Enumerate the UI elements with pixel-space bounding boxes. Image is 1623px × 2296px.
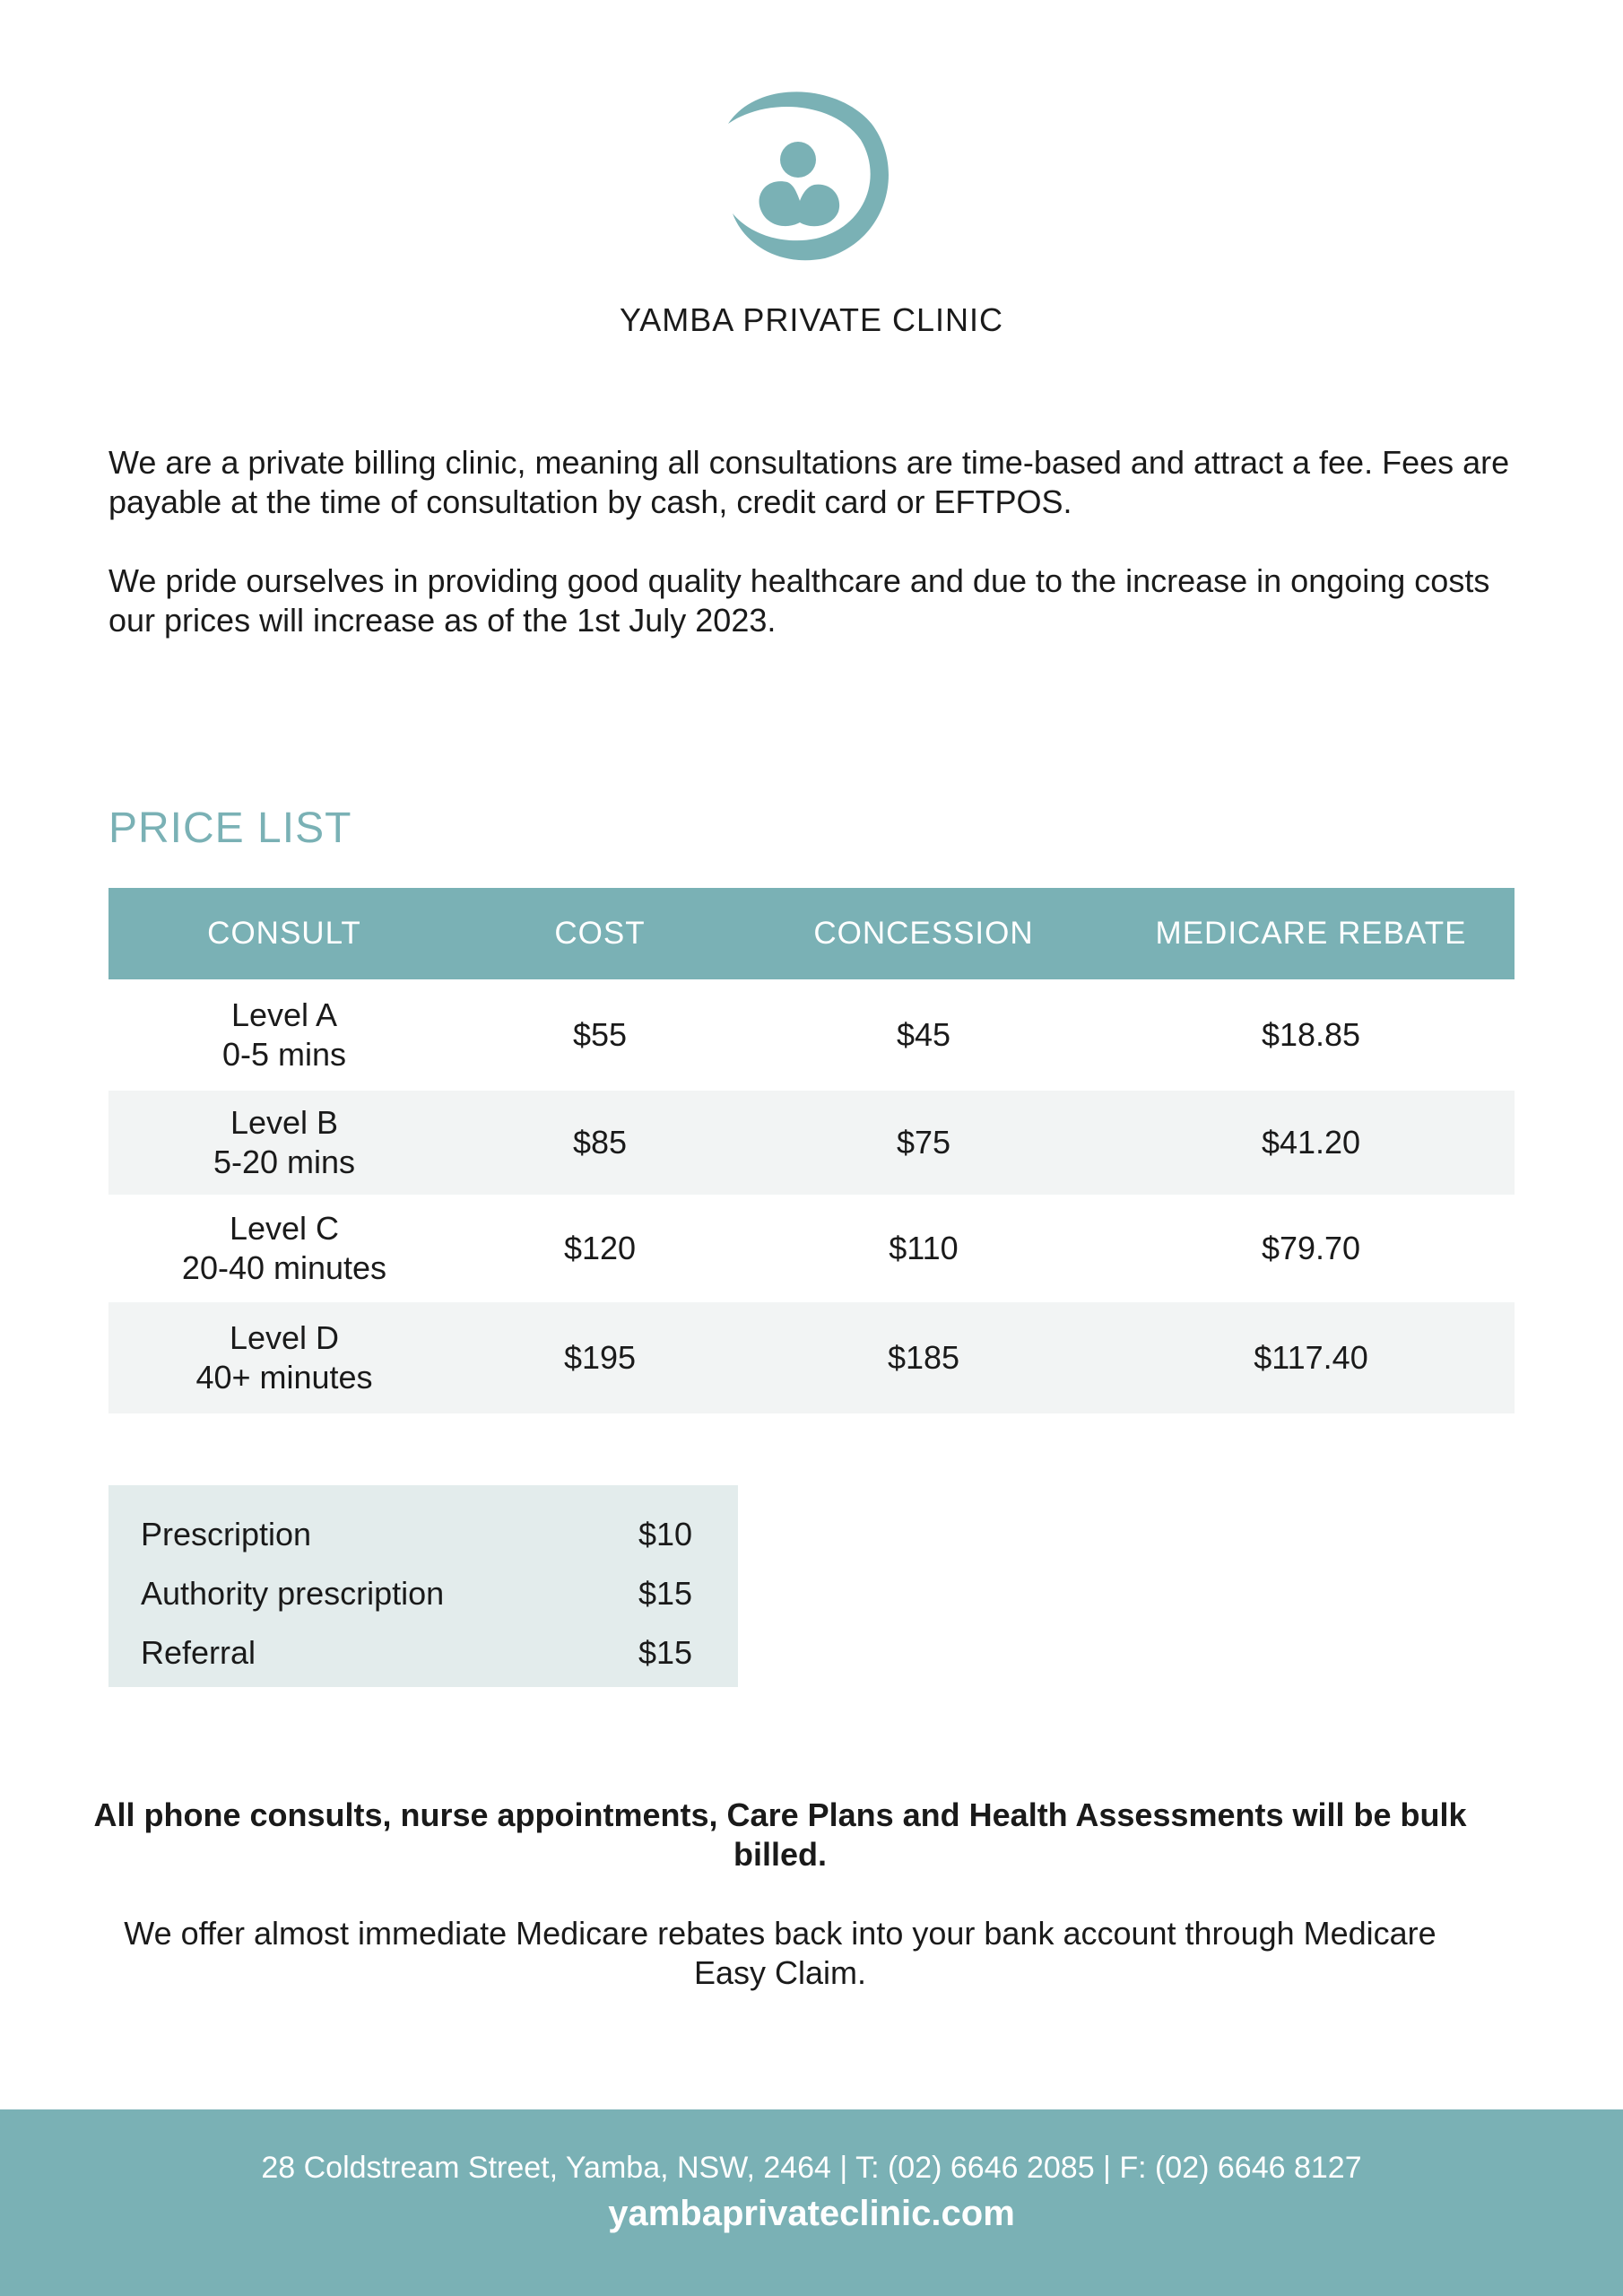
consult-duration: 20-40 minutes <box>181 1249 387 1286</box>
table-row <box>108 1195 1515 1302</box>
table-row <box>108 1091 1515 1195</box>
rebate-cell: $18.85 <box>1261 1016 1361 1053</box>
footer-contact: 28 Coldstream Street, Yamba, NSW, 2464 | T: (02) 6646 2085 | F: (02) 6646 8127 <box>261 2151 1362 2185</box>
cost-cell: $195 <box>460 1302 740 1413</box>
extra-fee-label: Referral <box>141 1634 256 1671</box>
consult-duration: 5-20 mins <box>213 1144 356 1180</box>
header-concession: CONCESSION <box>740 888 1107 979</box>
extra-fee-price: $15 <box>638 1575 693 1612</box>
concession-cell: $185 <box>740 1302 1107 1413</box>
concession-cell: $75 <box>740 1091 1107 1195</box>
consult-level: Level A <box>230 996 338 1033</box>
rebate-cell: $117.40 <box>1107 1302 1515 1413</box>
extra-fee-label: Authority prescription <box>141 1575 445 1612</box>
cost-cell: $55 <box>572 1016 628 1053</box>
website-link[interactable]: yambaprivateclinic.com <box>608 2194 1015 2233</box>
concession-cell: $110 <box>889 1230 959 1266</box>
intro-paragraph: We pride ourselves in providing good quality healthcare and due to the increase in ongoing costs our prices will increase as of the 1st July 2023. <box>108 562 1490 639</box>
consult-level: Level D <box>229 1319 340 1356</box>
concession-cell: $45 <box>896 1016 951 1053</box>
rebate-cell: $79.70 <box>1261 1230 1361 1266</box>
header-consult: CONSULT <box>108 888 460 979</box>
table-header-row <box>108 888 1515 979</box>
consult-duration: 0-5 mins <box>221 1036 347 1073</box>
list-item <box>141 1623 706 1683</box>
extra-fee-price: $10 <box>638 1516 693 1552</box>
consult-level: Level B <box>230 1104 339 1141</box>
header-medicare-rebate: MEDICARE REBATE <box>1107 888 1515 979</box>
list-item <box>141 1564 706 1623</box>
footer <box>0 2109 1623 2296</box>
cost-cell: $85 <box>460 1091 740 1195</box>
consult-cell <box>108 1302 460 1413</box>
list-item <box>141 1505 706 1564</box>
consult-duration: 40+ minutes <box>195 1359 373 1396</box>
extra-fee-label: Prescription <box>141 1516 312 1552</box>
header-cost: COST <box>460 888 740 979</box>
price-table <box>108 888 1515 1413</box>
cost-cell: $120 <box>563 1230 637 1266</box>
mother-child-logo-icon <box>717 88 897 267</box>
consult-cell <box>108 979 460 1091</box>
consult-cell <box>108 1091 460 1195</box>
table-row <box>108 979 1515 1091</box>
consult-level: Level C <box>229 1210 340 1247</box>
easy-claim-note: We offer almost immediate Medicare rebates back into your bank account through Medicare Easy Claim. <box>124 1915 1436 1991</box>
price-list-title: PRICE LIST <box>108 804 352 852</box>
rebate-cell: $41.20 <box>1107 1091 1515 1195</box>
consult-cell <box>108 1195 460 1302</box>
extra-fee-price: $15 <box>638 1634 693 1671</box>
bulk-billing-note: All phone consults, nurse appointments, Care Plans and Health Assessments will be bulk billed. <box>93 1796 1467 1873</box>
intro-paragraph: We are a private billing clinic, meaning all consultations are time-based and attract a fee. Fees are payable at the time of consultation by cash, credit card or EFTPOS. <box>108 444 1510 520</box>
clinic-name: YAMBA PRIVATE CLINIC <box>619 301 1004 338</box>
extra-fees-box <box>108 1485 738 1687</box>
table-row <box>108 1302 1515 1413</box>
